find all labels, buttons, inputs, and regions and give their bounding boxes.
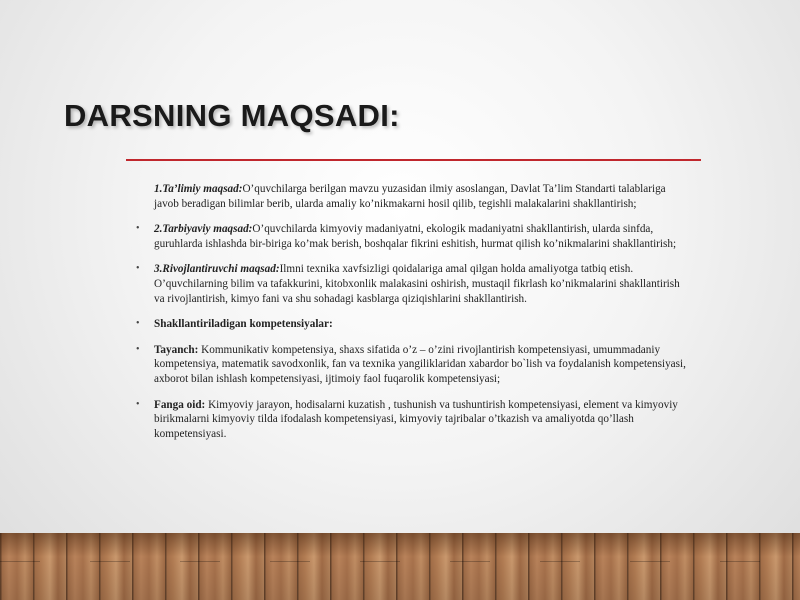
bullet-icon: • [136,343,140,355]
bullet-icon: • [136,263,140,275]
item-text: Kommunikativ kompetensiya, shaxs sifatida o’z – o’zini rivojlantirish kompetensiyasi, umummadaniy kompetensiya, matematik savodxonlik, fan va texnika yangiliklaridan xabardor bo`lish va foydalanish kompetensiyasi, axborot bilan ishlash kompetensiyasi, ijtimoiy faol fuqarolik kompetensiyasi; [154,343,686,385]
slide-content [132,182,692,452]
item-lead: 3.Rivojlantiruvchi maqsad: [154,263,280,276]
competencies-core [132,343,692,387]
item-text: Ilmni texnika xavfsizligi qoidalariga amal qilgan holda amaliyotga tatbiq etish. O’quvchilarning bilim va tafakkurini, kitobxonlik malakasini oshirish, mustaqil fikrlash ko’nikmalarini shakllantirish va rivojlantirish, kimyo fani va shu sohadagi kasblarga qiziqishlarini shakllantirish. [154,263,680,305]
wooden-floor-image [0,533,800,600]
item-text: Kimyoviy jarayon, hodisalarni kuzatish , tushunish va tushuntirish kompetensiyasi, element va kimyoviy birikmalarni kimyoviy tilda ifodalash kompetensiyasi, kimyoviy tajribalar o’tkazish va amaliyotda qo’llash kompetensiyasi. [154,398,678,440]
item-lead: Fanga oid: [154,398,206,411]
goal-developmental [132,262,692,306]
item-lead: Shakllantiriladigan kompetensiyalar: [154,318,333,331]
bullet-icon: • [136,223,140,235]
slide-title: DARSNING MAQSADI: [64,98,400,133]
title-divider [126,159,701,161]
competencies-heading [132,317,692,332]
goal-upbringing [132,222,692,251]
item-text: O’quvchilarda kimyoviy madaniyatni, ekologik madaniyatni shakllantirish, ularda sinfda, guruhlarda ishlashda bir-biriga ko’mak berish, boshqalar fikrini eshitish, hurmat qilish ko’nikmalarini shakllantirish; [154,223,677,250]
bullet-icon: • [136,398,140,410]
item-text: O’quvchilarga berilgan mavzu yuzasidan ilmiy asoslangan, Davlat Ta’lim Standarti talablariga javob beradigan bilimlar berib, ularda amaliy ko’nikmakarni hosil qilib, tegishli malakalarini shakllantirish; [154,183,666,210]
bullet-icon: • [136,318,140,330]
item-lead: 2.Tarbiyaviy maqsad: [154,223,253,236]
item-lead: 1.Ta’limiy maqsad: [154,183,243,195]
item-lead: Tayanch: [154,343,199,356]
goal-educational [132,182,692,211]
competencies-subject [132,398,692,442]
